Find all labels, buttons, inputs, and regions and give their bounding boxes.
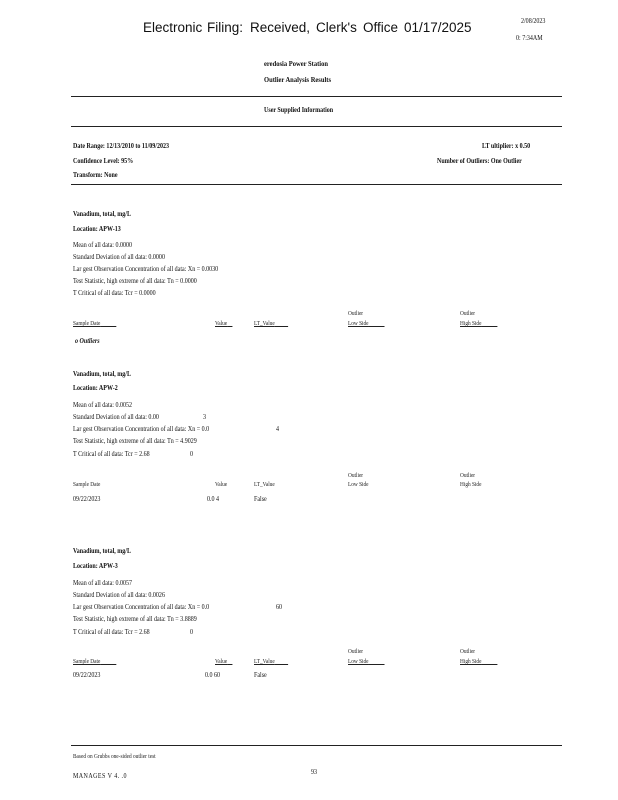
section-heading: User Supplied Information <box>264 106 334 114</box>
page-date: 2/08/2023 <box>521 17 546 25</box>
standard-deviation-tail: 3 <box>203 413 207 421</box>
software-version: MANAGES V 4. .0 <box>73 772 127 780</box>
standard-deviation: Standard Deviation of all data: 0.0026 <box>73 591 165 599</box>
mean: Mean of all data: 0.0057 <box>73 579 133 587</box>
t-critical: T Critical of all data: Tcr = 2.68 <box>73 450 150 458</box>
stamp-word-received: Received, <box>250 20 311 35</box>
col-value: Value <box>215 658 228 665</box>
standard-deviation: Standard Deviation of all data: 0.0000 <box>73 253 165 261</box>
stamp-date: 01/17/2025 <box>404 20 472 35</box>
col-value: Value <box>215 481 228 488</box>
row-sample-date: 09/22/2023 <box>73 671 101 679</box>
col-lt-value: LT_Value <box>254 481 275 488</box>
mean: Mean of all data: 0.0000 <box>73 241 133 249</box>
largest-observation-tail: 4 <box>276 425 280 433</box>
section-rule <box>71 126 562 127</box>
t-critical-tail: 0 <box>190 450 194 458</box>
lt-multiplier: LT ultiplier: x 0.50 <box>482 142 531 150</box>
title-rule <box>71 96 562 97</box>
col-lt-value: LT_Value <box>254 320 275 327</box>
test-statistic: Test Statistic, high extreme of all data: Tn = 4.9029 <box>73 437 197 445</box>
row-lt-value: False <box>254 495 267 503</box>
col-low-side: Low Side <box>348 320 369 327</box>
location: Location: APW-13 <box>73 225 121 233</box>
row-lt-value: False <box>254 671 267 679</box>
parameter-name: Vanadium, total, mg/L <box>73 370 131 378</box>
largest-observation: Lar gest Observation Concentration of all data: Xn = 0.0 <box>73 603 210 611</box>
outlier-high-label: Outlier <box>460 648 476 655</box>
confidence-level: Confidence Level: 95% <box>73 157 134 165</box>
t-critical: T Critical of all data: Tcr = 2.68 <box>73 628 150 636</box>
col-value: Value <box>215 320 228 327</box>
footer-note: Based on Grubbs one-sided outlier test <box>73 753 156 760</box>
test-statistic: Test Statistic, high extreme of all data: Tn = 3.8889 <box>73 615 197 623</box>
parameter-name: Vanadium, total, mg/L <box>73 547 131 555</box>
page-time: 0: 7:34AM <box>516 34 543 42</box>
footer-rule <box>71 745 562 746</box>
transform: Transform: None <box>73 171 118 179</box>
test-statistic: Test Statistic, high extreme of all data: Tn = 0.0000 <box>73 277 197 285</box>
outlier-low-label: Outlier <box>348 310 364 317</box>
parameter-name: Vanadium, total, mg/L <box>73 210 131 218</box>
largest-observation: Lar gest Observation Concentration of all data: Xn = 0.0030 <box>73 265 219 273</box>
report-title: Outlier Analysis Results <box>264 75 332 84</box>
date-range: Date Range: 12/13/2010 to 11/09/2023 <box>73 142 169 150</box>
row-value: 0.0 60 <box>205 671 221 679</box>
standard-deviation: Standard Deviation of all data: 0.00 <box>73 413 159 421</box>
outlier-high-label: Outlier <box>460 310 476 317</box>
stamp-word-filing: Filing: <box>207 20 244 35</box>
col-sample-date: Sample Date <box>73 320 101 327</box>
page-number: 93 <box>311 768 318 776</box>
location: Location: APW-2 <box>73 384 118 392</box>
col-high-side: High Side <box>460 658 482 665</box>
col-sample-date: Sample Date <box>73 481 101 488</box>
info-rule <box>71 184 562 185</box>
number-of-outliers: Number of Outliers: One Outlier <box>437 157 522 165</box>
outlier-low-label: Outlier <box>348 648 364 655</box>
location: Location: APW-3 <box>73 562 118 570</box>
col-high-side: High Side <box>460 320 482 327</box>
stamp-word-electronic: Electronic <box>143 20 203 35</box>
row-sample-date: 09/22/2023 <box>73 495 101 503</box>
largest-observation-tail: 60 <box>276 603 283 611</box>
stamp-word-clerks: Clerk's <box>316 20 357 35</box>
outlier-low-label: Outlier <box>348 472 364 479</box>
row-value: 0.0 4 <box>207 495 220 503</box>
col-lt-value: LT_Value <box>254 658 275 665</box>
col-low-side: Low Side <box>348 658 369 665</box>
col-high-side: High Side <box>460 481 482 488</box>
col-low-side: Low Side <box>348 481 369 488</box>
t-critical-tail: 0 <box>190 628 194 636</box>
no-outliers-note: o Outliers <box>75 337 100 345</box>
mean: Mean of all data: 0.0052 <box>73 401 133 409</box>
station-name: eredosia Power Station <box>264 59 328 68</box>
outlier-high-label: Outlier <box>460 472 476 479</box>
stamp-word-office: Office <box>363 20 399 35</box>
largest-observation: Lar gest Observation Concentration of all data: Xn = 0.0 <box>73 425 210 433</box>
t-critical: T Critical of all data: Tcr = 0.0000 <box>73 289 156 297</box>
col-sample-date: Sample Date <box>73 658 101 665</box>
